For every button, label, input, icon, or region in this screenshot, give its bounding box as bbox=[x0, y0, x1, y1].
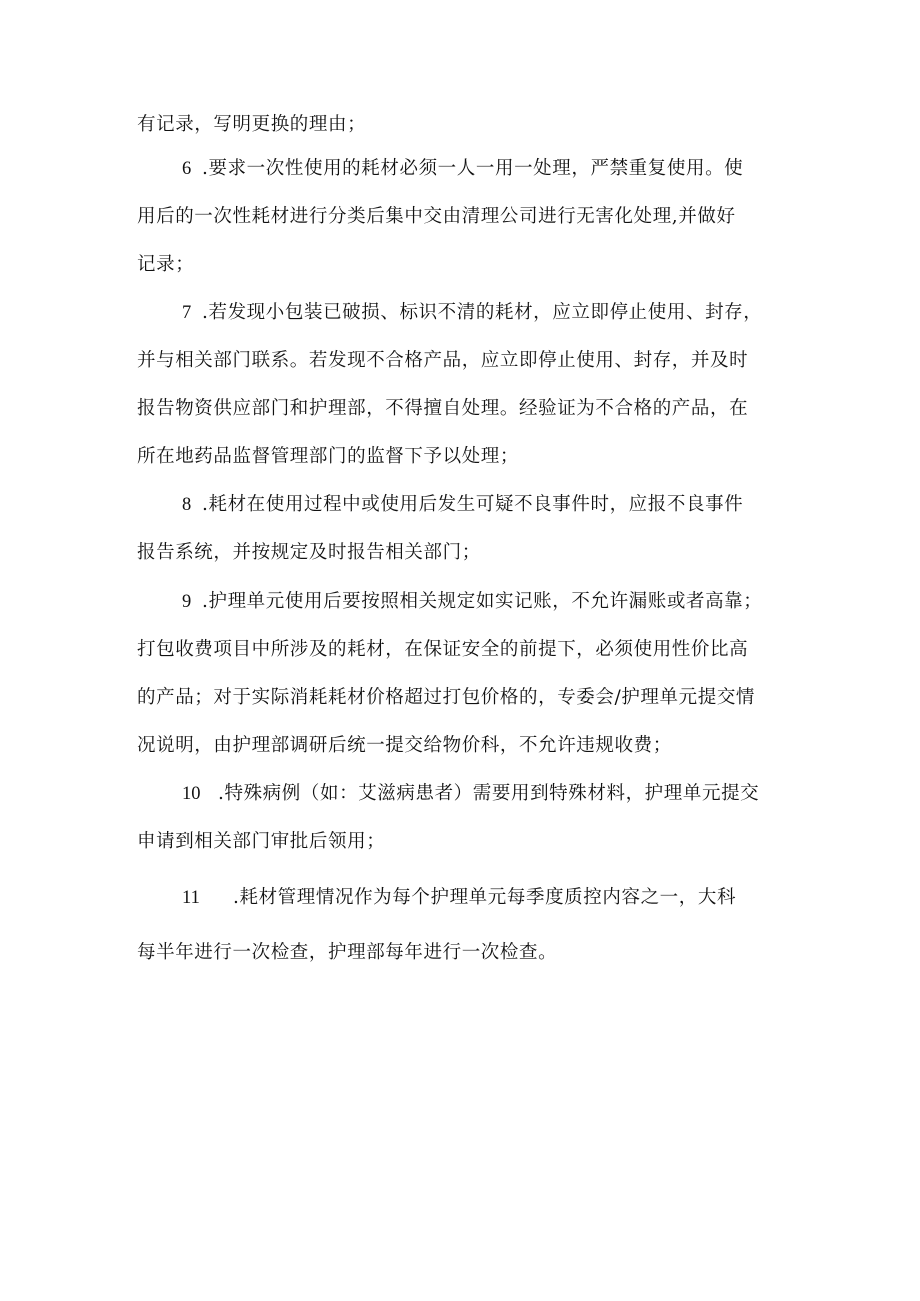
item-number: 8 bbox=[182, 495, 192, 515]
item-number: 10 bbox=[182, 784, 201, 804]
text-line: 况说明，由护理部调研后统一提交给物价科，不允许违规收费； bbox=[137, 735, 672, 756]
item-number: 9 bbox=[182, 592, 192, 612]
item-number: 11 bbox=[182, 888, 200, 908]
text-line: 记录； bbox=[137, 254, 195, 275]
text-line: 的产品；对于实际消耗耗材价格超过打包价格的，专委会/护理单元提交情 bbox=[137, 687, 756, 708]
text-line: 所在地药品监督管理部门的监督下予以处理； bbox=[137, 446, 520, 467]
text-line: .耗材在使用过程中或使用后发生可疑不良事件时，应报不良事件 bbox=[202, 494, 744, 515]
text-line: .护理单元使用后要按照相关规定如实记账，不允许漏账或者高靠； bbox=[202, 591, 763, 612]
text-line: 申请到相关部门审批后领用； bbox=[137, 831, 386, 852]
item-number: 7 bbox=[182, 303, 192, 323]
text-line: 并与相关部门联系。若发现不合格产品，应立即停止使用、封存，并及时 bbox=[137, 350, 749, 371]
text-line: 每半年进行一次检查，护理部每年进行一次检查。 bbox=[137, 942, 558, 963]
text-line: 打包收费项目中所涉及的耗材，在保证安全的前提下，必须使用性价比高 bbox=[137, 639, 749, 660]
text-line: 用后的一次性耗材进行分类后集中交由清理公司进行无害化处理,并做好 bbox=[137, 206, 736, 227]
text-line: 有记录，写明更换的理由； bbox=[137, 114, 367, 135]
text-line: .耗材管理情况作为每个护理单元每季度质控内容之一，大科 bbox=[233, 887, 737, 908]
item-number: 6 bbox=[182, 159, 192, 179]
text-line: 报告系统，并按规定及时报告相关部门； bbox=[137, 542, 481, 563]
text-line: .要求一次性使用的耗材必须一人一用一处理，严禁重复使用。使 bbox=[202, 158, 744, 179]
text-line: 报告物资供应部门和护理部，不得擅自处理。经验证为不合格的产品，在 bbox=[137, 398, 749, 419]
text-line: .特殊病例（如：艾滋病患者）需要用到特殊材料，护理单元提交 bbox=[218, 783, 760, 804]
text-line: .若发现小包装已破损、标识不清的耗材，应立即停止使用、封存， bbox=[202, 302, 763, 323]
